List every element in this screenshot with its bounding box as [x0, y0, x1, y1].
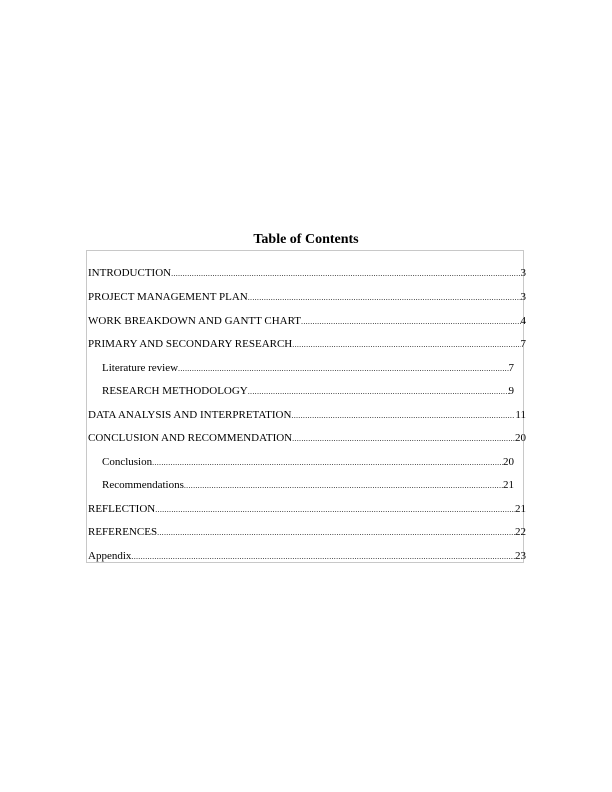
toc-entry-page: 11 [515, 409, 526, 421]
toc-entry-page: 3 [520, 291, 526, 303]
toc-entry-label: WORK BREAKDOWN AND GANTT CHART [88, 315, 302, 327]
toc-leader-dots [291, 409, 515, 422]
toc-entry-page: 7 [520, 338, 526, 350]
toc-entry-page: 20 [515, 432, 526, 444]
toc-entry-page: 21 [503, 479, 514, 491]
toc-entry-page: 23 [515, 550, 526, 562]
toc-leader-dots [178, 362, 508, 375]
toc-entry-label: Literature review [102, 362, 179, 374]
toc-entry-page: 22 [515, 526, 526, 538]
toc-entry-appendix[interactable] [88, 550, 526, 563]
toc-entry-work-breakdown[interactable] [88, 315, 526, 328]
toc-entry-recommendations[interactable] [102, 479, 514, 492]
toc-entry-primary-secondary-research[interactable] [88, 338, 526, 351]
toc-leader-dots [248, 385, 509, 398]
toc-entry-label: REFLECTION [88, 503, 156, 515]
toc-leader-dots [292, 432, 515, 445]
toc-entry-reflection[interactable] [88, 503, 526, 516]
toc-entry-label: CONCLUSION AND RECOMMENDATION [88, 432, 293, 444]
toc-leader-dots [155, 503, 515, 516]
toc-entry-page: 7 [508, 362, 514, 374]
toc-entry-literature-review[interactable] [102, 362, 514, 375]
toc-entry-label: Recommendations [102, 479, 184, 491]
toc-leader-dots [131, 550, 515, 563]
toc-entry-label: Conclusion [102, 456, 153, 468]
toc-entry-label: REFERENCES [88, 526, 158, 538]
toc-entry-label: PRIMARY AND SECONDARY RESEARCH [88, 338, 293, 350]
toc-entry-data-analysis[interactable] [88, 409, 526, 422]
toc-leader-dots [171, 267, 520, 280]
toc-leader-dots [184, 479, 503, 492]
toc-entry-page: 4 [520, 315, 526, 327]
toc-title: Table of Contents [253, 232, 359, 247]
toc-entry-label: RESEARCH METHODOLOGY [102, 385, 248, 397]
toc-entry-label: PROJECT MANAGEMENT PLAN [88, 291, 248, 303]
toc-entry-conclusion[interactable] [102, 456, 514, 469]
toc-entry-page: 20 [503, 456, 514, 468]
toc-entry-introduction[interactable] [88, 267, 526, 280]
toc-entry-label: DATA ANALYSIS AND INTERPRETATION [88, 409, 292, 421]
toc-entry-label: INTRODUCTION [88, 267, 172, 279]
toc-leader-dots [292, 338, 520, 351]
toc-entry-page: 3 [520, 267, 526, 279]
toc-entry-conclusion-recommendation[interactable] [88, 432, 526, 445]
toc-entry-research-methodology[interactable] [102, 385, 514, 398]
toc-entry-label: Appendix [88, 550, 132, 562]
toc-entry-page: 9 [508, 385, 514, 397]
toc-entry-project-management-plan[interactable] [88, 291, 526, 304]
toc-leader-dots [157, 526, 515, 539]
toc-leader-dots [152, 456, 503, 469]
toc-leader-dots [301, 315, 520, 328]
toc-entry-page: 21 [515, 503, 526, 515]
toc-leader-dots [248, 291, 521, 304]
toc-entry-references[interactable] [88, 526, 526, 539]
